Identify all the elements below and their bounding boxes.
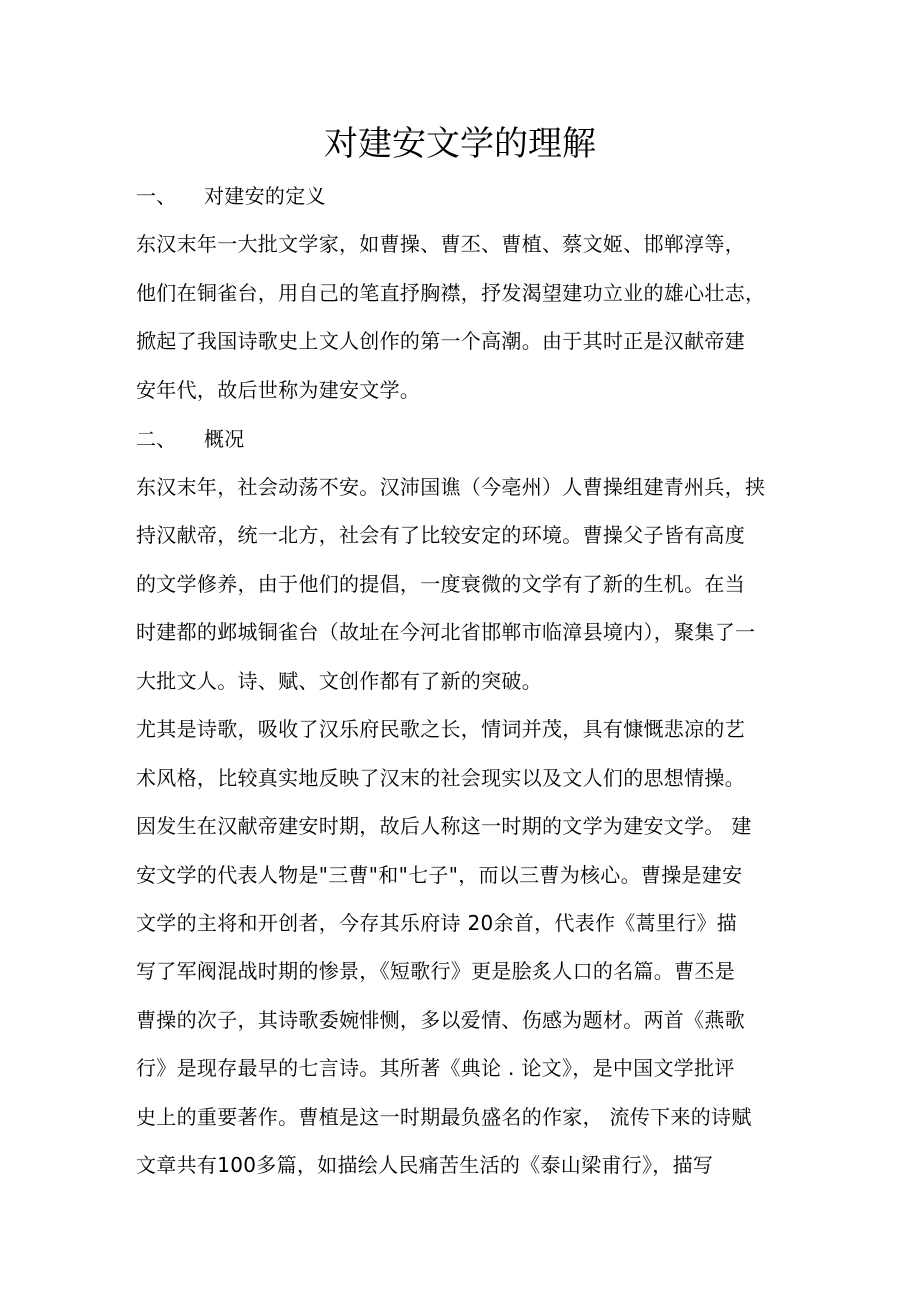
section-heading-2 [136, 425, 245, 453]
paragraph-line: 他们在铜雀台，用自己的笔直抒胸襟，抒发渴望建功立业的雄心壮志， [136, 281, 766, 305]
section-heading-1 [136, 182, 326, 210]
paragraph-line: 文学的主将和开创者，今存其乐府诗 20余首，代表作《蒿里行》描 [136, 911, 738, 935]
section-number: 二、 [136, 427, 177, 451]
paragraph-line: 的文学修养，由于他们的提倡，一度衰微的文学有了新的生机。在当 [136, 572, 745, 596]
paragraph-line: 大批文人。诗、赋、文创作都有了新的突破。 [136, 669, 542, 693]
paragraph-line: 术风格，比较真实地反映了汉末的社会现实以及文人们的思想情操。 [136, 766, 745, 790]
paragraph-line: 掀起了我国诗歌史上文人创作的第一个高潮。由于其时正是汉献帝建 [136, 329, 745, 353]
paragraph-line: 安文学的代表人物是"三曹"和"七子"，而以三曹为核心。曹操是建安 [136, 863, 743, 887]
paragraph-line: 史上的重要著作。曹植是这一时期最负盛名的作家， 流传下来的诗赋 [136, 1105, 752, 1129]
paragraph-line: 行》是现存最早的七言诗。其所著《典论 . 论文》，是中国文学批评 [136, 1056, 735, 1080]
section-number: 一、 [136, 184, 177, 208]
section-heading-text: 概况 [204, 427, 245, 451]
paragraph-line: 东汉末年一大批文学家，如曹操、曹丕、曹植、蔡文姬、邯郸淳等， [136, 232, 745, 256]
paragraph-line: 因发生在汉献帝建安时期，故后人称这一时期的文学为建安文学。 建 [136, 814, 752, 838]
paragraph-line: 东汉末年，社会动荡不安。汉沛国谯（今亳州）人曹操组建青州兵，挟 [136, 475, 766, 499]
paragraph-line: 写了军阀混战时期的惨景，《短歌行》更是脍炙人口的名篇。曹丕是 [136, 959, 735, 983]
paragraph-line: 文章共有100多篇，如描绘人民痛苦生活的《泰山梁甫行》，描写 [136, 1153, 714, 1177]
paragraph-line: 时建都的邺城铜雀台（故址在今河北省邯郸市临漳县境内），聚集了一 [136, 620, 756, 644]
paragraph-line: 曹操的次子，其诗歌委婉悱恻，多以爱情、伤感为题材。两首《燕歌 [136, 1008, 745, 1032]
paragraph-line: 尤其是诗歌，吸收了汉乐府民歌之长，情词并茂，具有慷慨悲凉的艺 [136, 717, 745, 741]
paragraph-line: 安年代，故后世称为建安文学。 [136, 378, 421, 402]
document-title: 对建安文学的理解 [324, 124, 596, 164]
section-heading-text: 对建安的定义 [204, 184, 326, 208]
paragraph-line: 持汉献帝，统一北方，社会有了比较安定的环境。曹操父子皆有高度 [136, 523, 745, 547]
